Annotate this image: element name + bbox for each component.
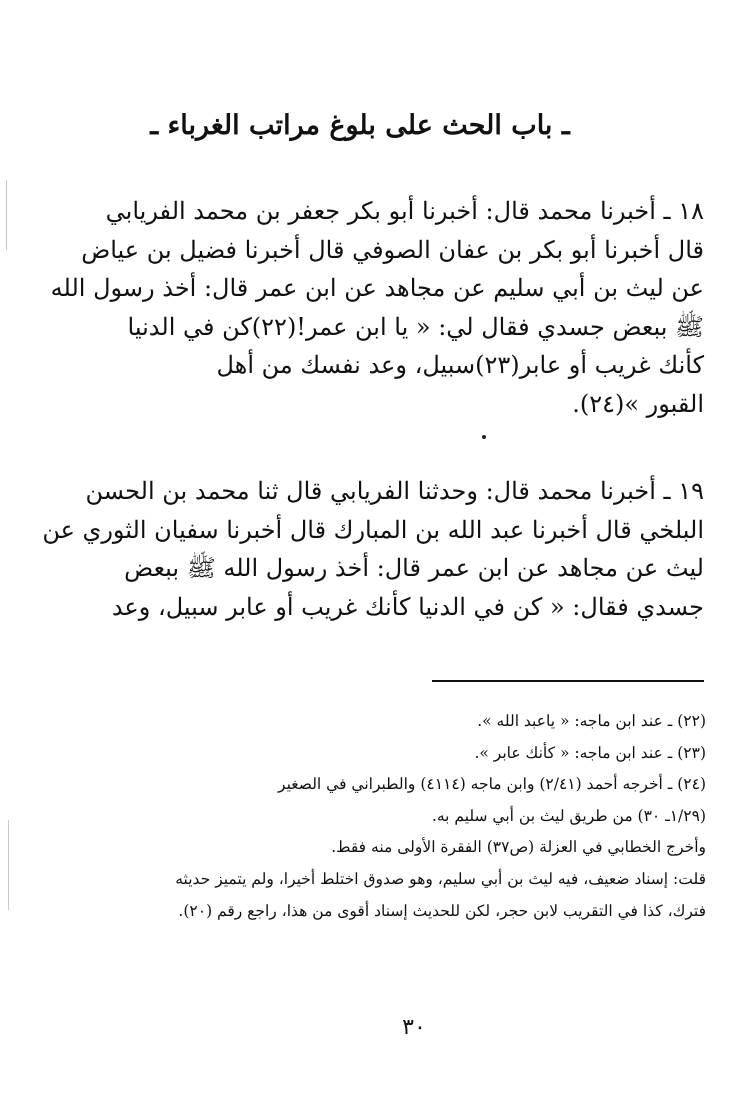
footnote-line: قلت: إسناد ضعيف، فيه ليث بن أبي سليم، وهو صدوق اختلط أخيرا، ولم يتميز حديثه bbox=[175, 869, 706, 888]
paragraph-line: القبور »(٢٤). bbox=[572, 389, 704, 418]
paragraph-line: ١٩ ـ أخبرنا محمد قال: وحدثنا الفريابي قال ثنا محمد بن الحسن bbox=[85, 477, 704, 505]
paragraph-line: جسدي فقال: « كن في الدنيا كأنك غريب أو عابر سبيل، وعد bbox=[111, 592, 704, 621]
paragraph-line: ليث عن مجاهد عن ابن عمر قال: أخذ رسول الله ﷺ ببعض bbox=[124, 554, 704, 582]
footnote-line: (١/٢٩ـ ٣٠) من طريق ليث بن أبي سليم به. bbox=[431, 806, 706, 825]
paragraph-line: ﷺ ببعض جسدي فقال لي: « يا ابن عمر!(٢٢)كن في الدنيا bbox=[127, 312, 704, 341]
footnote-line: (٢٤) ـ أخرجه أحمد (٢/٤١) وابن ماجه (٤١١٤) والطبراني في الصغير bbox=[278, 775, 706, 794]
footnote-line: (٢٢) ـ عند ابن ماجه: « ياعبد الله ». bbox=[477, 712, 706, 730]
footnote-line: (٢٣) ـ عند ابن ماجه: « كأنك عابر ». bbox=[474, 743, 706, 762]
chapter-title: ـ باب الحث على بلوغ مراتب الغرباء ـ bbox=[150, 110, 570, 141]
ink-speck bbox=[482, 435, 486, 439]
footnote-line: وأخرج الخطابي في العزلة (ص٣٧) الفقرة الأولى منه فقط. bbox=[331, 838, 706, 857]
paragraph-line: كأنك غريب أو عابر(٢٣)سبيل، وعد نفسك من أهل bbox=[216, 351, 704, 379]
page-number: ٣٠ bbox=[402, 1015, 426, 1040]
paragraph-line: عن ليث بن أبي سليم عن مجاهد عن ابن عمر قال: أخذ رسول الله bbox=[50, 274, 704, 302]
scan-edge-mark bbox=[6, 180, 7, 250]
scan-edge-mark bbox=[8, 820, 9, 910]
hadith-18-paragraph bbox=[50, 192, 704, 423]
paragraph-line: البلخي قال أخبرنا عبد الله بن المبارك قال أخبرنا سفيان الثوري عن bbox=[42, 515, 704, 544]
paragraph-line: قال أخبرنا أبو بكر بن عفان الصوفي قال أخبرنا فضيل بن عياض bbox=[81, 235, 704, 264]
footnote-line: فترك، كذا في التقريب لابن حجر، لكن للحديث إسناد أقوى من هذا، راجع رقم (٢٠). bbox=[178, 901, 706, 920]
footnotes-section bbox=[128, 706, 706, 927]
paragraph-line: ١٨ ـ أخبرنا محمد قال: أخبرنا أبو بكر جعفر بن محمد الفريابي bbox=[105, 197, 704, 225]
footnote-divider bbox=[432, 680, 704, 682]
hadith-19-paragraph bbox=[42, 472, 704, 626]
